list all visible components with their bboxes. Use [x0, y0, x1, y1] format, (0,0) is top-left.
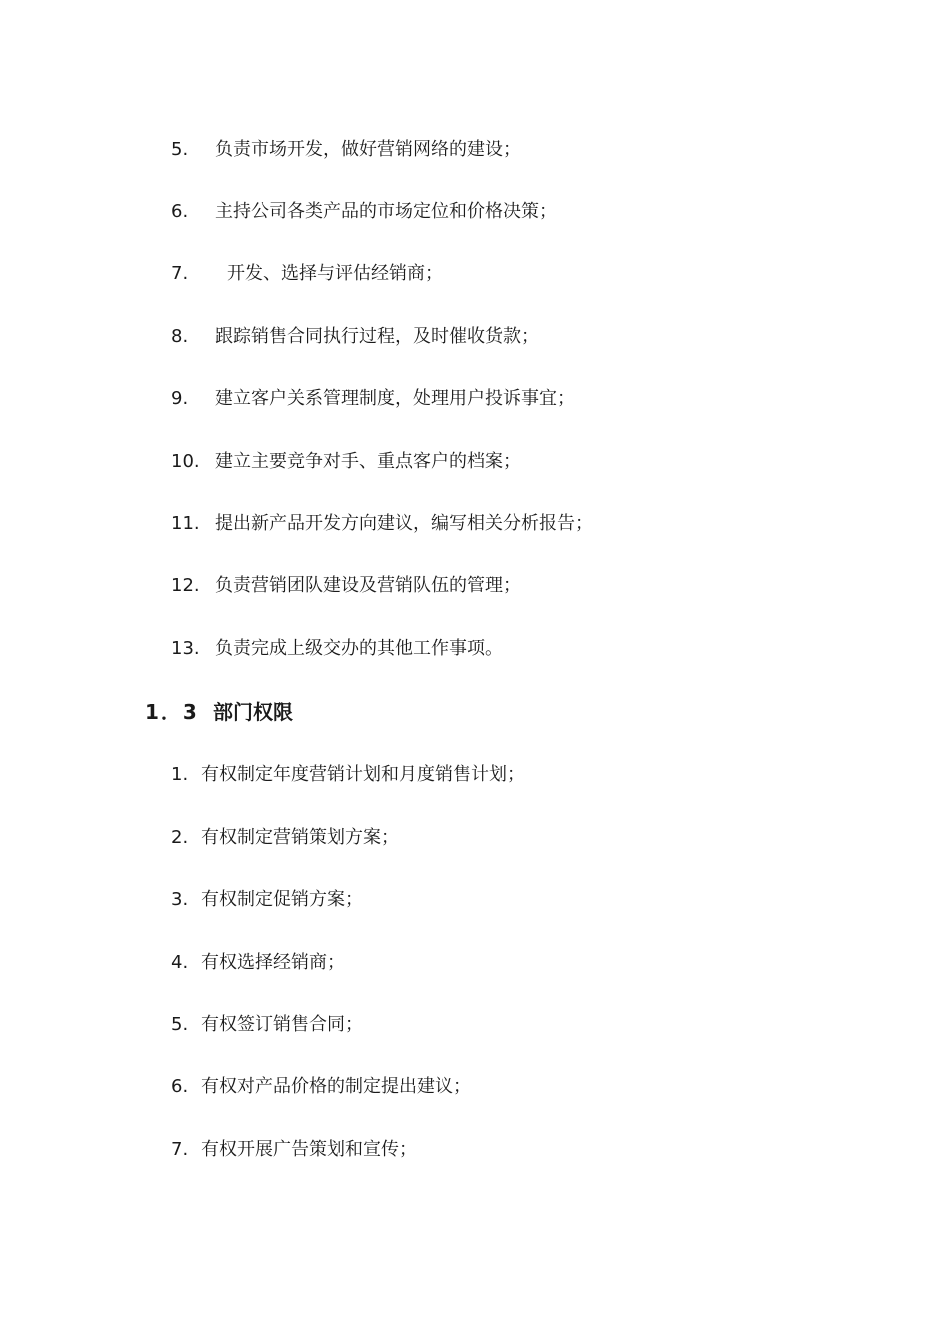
- list-item-text: 开发、选择与评估经销商；: [227, 263, 443, 284]
- list-item-number: 12.: [171, 575, 200, 596]
- list-item-text: 有权制定营销策划方案；: [201, 827, 399, 848]
- list-item-text: 负责市场开发，做好营销网络的建设；: [215, 139, 521, 160]
- list-item-number: 9.: [171, 388, 189, 409]
- list-item-number: 6.: [171, 1076, 189, 1097]
- list-item: [171, 450, 521, 474]
- list-item-number: 11.: [171, 513, 200, 534]
- list-item: [171, 325, 539, 349]
- list-item-text: 建立客户关系管理制度，处理用户投诉事宜；: [215, 388, 575, 409]
- list-item: [171, 387, 575, 411]
- list-item: [171, 512, 593, 536]
- list-item-number: 2.: [171, 827, 189, 848]
- list-item-number: 5.: [171, 1014, 189, 1035]
- list-item-number: 10.: [171, 451, 200, 472]
- list-item: [171, 262, 443, 286]
- list-item-text: 有权开展广告策划和宣传；: [201, 1139, 417, 1160]
- list-item: [171, 1013, 363, 1037]
- list-item: [171, 138, 521, 162]
- list-item: [171, 637, 503, 661]
- list-item-number: 6.: [171, 201, 189, 222]
- list-item-number: 3.: [171, 889, 189, 910]
- list-item: [171, 1075, 471, 1099]
- list-item: [171, 888, 363, 912]
- list-item: [171, 763, 525, 787]
- list-item-number: 13.: [171, 638, 200, 659]
- list-item: [171, 200, 557, 224]
- list-item: [171, 826, 399, 850]
- list-item-text: 跟踪销售合同执行过程，及时催收货款；: [215, 326, 539, 347]
- list-item-number: 7.: [171, 263, 189, 284]
- list-item: [171, 574, 521, 598]
- list-item-text: 建立主要竞争对手、重点客户的档案；: [215, 451, 521, 472]
- list-item-text: 有权签订销售合同；: [201, 1014, 363, 1035]
- section-heading: [145, 699, 293, 725]
- list-item-text: 有权对产品价格的制定提出建议；: [201, 1076, 471, 1097]
- list-item: [171, 951, 345, 975]
- list-item-text: 主持公司各类产品的市场定位和价格决策；: [215, 201, 557, 222]
- list-item: [171, 1138, 417, 1162]
- list-item-number: 1.: [171, 764, 189, 785]
- list-item-text: 有权选择经销商；: [201, 952, 345, 973]
- list-item-text: 负责完成上级交办的其他工作事项。: [215, 638, 503, 659]
- list-item-text: 有权制定促销方案；: [201, 889, 363, 910]
- section-number: 1．3: [145, 700, 199, 724]
- section-title: 部门权限: [213, 700, 293, 724]
- list-item-text: 有权制定年度营销计划和月度销售计划；: [201, 764, 525, 785]
- list-item-text: 提出新产品开发方向建议，编写相关分析报告；: [215, 513, 593, 534]
- list-item-number: 8.: [171, 326, 189, 347]
- list-item-number: 7.: [171, 1139, 189, 1160]
- list-item-text: 负责营销团队建设及营销队伍的管理；: [215, 575, 521, 596]
- list-item-number: 5.: [171, 139, 189, 160]
- list-item-number: 4.: [171, 952, 189, 973]
